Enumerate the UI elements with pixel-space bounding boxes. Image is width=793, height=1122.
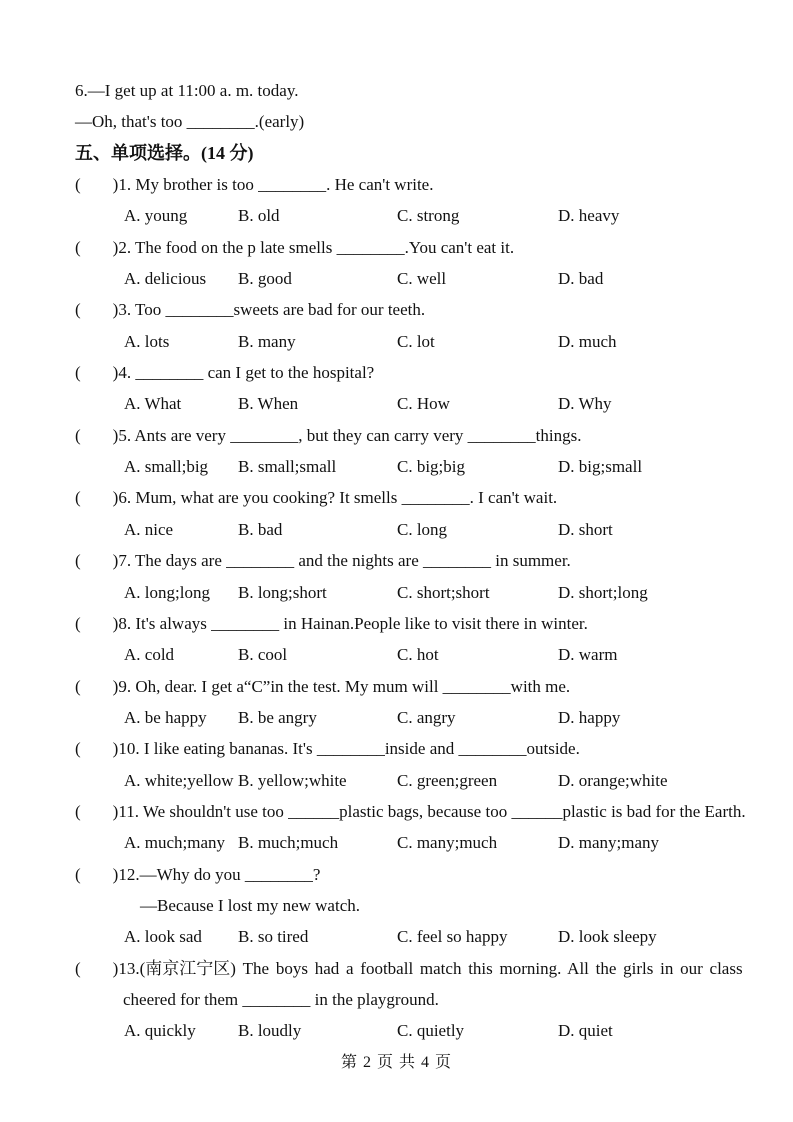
question-1-stem: [0, 169, 793, 200]
question-6-option-b: B. bad: [238, 519, 283, 539]
question-8-stem: [0, 608, 793, 639]
question-7-option-d: D. short;long: [558, 582, 648, 602]
question-8-option-b: B. cool: [238, 645, 288, 665]
question-13-option-b: B. loudly: [238, 1021, 302, 1041]
question-8-option-a: A. cold: [124, 645, 175, 665]
question-5-option-b: B. small;small: [238, 457, 337, 477]
question-9-text: )9. Oh, dear. I get a“C”in the test. My mum will ________with me.: [112, 676, 571, 696]
question-7-option-c: C. short;short: [397, 582, 490, 602]
section-title: 五、单项选择。(14 分): [75, 142, 254, 163]
question-12-option-d: D. look sleepy: [558, 927, 657, 947]
answer-blank-paren-open: (: [75, 237, 81, 257]
question-13-text: )13.(南京江宁区) The boys had a football match this morning. All the girls in our class: [112, 958, 743, 978]
answer-blank-paren-open: (: [75, 739, 81, 759]
question-3-stem: [0, 294, 793, 325]
answer-blank-paren-open: (: [75, 864, 81, 884]
question-11-option-b: B. much;much: [238, 833, 339, 853]
question-12-option-a: A. look sad: [124, 927, 202, 947]
question-9-option-c: C. angry: [397, 707, 456, 727]
question-11-stem: [0, 796, 793, 827]
question-5-text: )5. Ants are very ________, but they can carry very ________things.: [112, 425, 582, 445]
answer-blank-paren-open: (: [75, 613, 81, 633]
question-9-stem: [0, 671, 793, 702]
question-13-option-d: D. quiet: [558, 1021, 613, 1041]
question-2-option-a: A. delicious: [124, 269, 207, 289]
question-10-options: [0, 765, 793, 796]
question-6-option-c: C. long: [397, 519, 448, 539]
question-5-option-a: A. small;big: [124, 457, 209, 477]
question-3-option-a: A. lots: [124, 331, 170, 351]
question-13-stem: [0, 953, 793, 984]
question-6-options: [0, 514, 793, 545]
question-6-option-a: A. nice: [124, 519, 174, 539]
question-3-option-b: B. many: [238, 331, 296, 351]
question-4-stem: [0, 357, 793, 388]
question-8-option-d: D. warm: [558, 645, 618, 665]
question-3-options: [0, 326, 793, 357]
question-3-text: )3. Too ________sweets are bad for our teeth.: [112, 300, 426, 320]
intro-question-line-1: 6.—I get up at 11:00 a. m. today.: [75, 81, 299, 100]
question-6-stem: [0, 482, 793, 513]
question-2-stem: [0, 232, 793, 263]
question-4-option-a: A. What: [124, 394, 182, 414]
question-1-options: [0, 200, 793, 231]
answer-blank-paren-open: (: [75, 676, 81, 696]
question-3-option-d: D. much: [558, 331, 617, 351]
question-3-option-c: C. lot: [397, 331, 435, 351]
answer-blank-paren-open: (: [75, 801, 81, 821]
question-10-option-b: B. yellow;white: [238, 770, 347, 790]
question-2-text: )2. The food on the p late smells ________.You can't eat it.: [112, 237, 515, 257]
question-5-stem: [0, 420, 793, 451]
question-8-text: )8. It's always ________ in Hainan.People like to visit there in winter.: [112, 613, 588, 633]
question-12-continuation: —Because I lost my new watch.: [140, 895, 360, 915]
question-5-option-c: C. big;big: [397, 457, 466, 477]
question-12-option-b: B. so tired: [238, 927, 309, 947]
page-footer: 第 2 页 共 4 页: [340, 1053, 452, 1071]
question-13-option-a: A. quickly: [124, 1021, 196, 1041]
question-8-options: [0, 639, 793, 670]
question-1-option-a: A. young: [124, 206, 188, 226]
question-7-option-a: A. long;long: [124, 582, 210, 602]
answer-blank-paren-open: (: [75, 363, 81, 383]
question-6-text: )6. Mum, what are you cooking? It smells ________. I can't wait.: [112, 488, 558, 508]
questions-list: [0, 169, 793, 1047]
answer-blank-paren-open: (: [75, 300, 81, 320]
question-13-options: [0, 1015, 793, 1046]
question-13-option-c: C. quietly: [397, 1021, 465, 1041]
question-1-text: )1. My brother is too ________. He can't write.: [112, 175, 434, 195]
question-4-text: )4. ________ can I get to the hospital?: [112, 363, 375, 383]
question-9-option-a: A. be happy: [124, 707, 207, 727]
answer-blank-paren-open: (: [75, 175, 81, 195]
question-1-option-b: B. old: [238, 206, 280, 226]
question-13-continuation: cheered for them ________ in the playground.: [123, 989, 439, 1009]
question-5-options: [0, 451, 793, 482]
question-4-option-c: C. How: [397, 394, 450, 414]
question-11-option-a: A. much;many: [124, 833, 226, 853]
question-4-options: [0, 388, 793, 419]
question-2-option-b: B. good: [238, 269, 292, 289]
question-8-option-c: C. hot: [397, 645, 439, 665]
question-11-options: [0, 827, 793, 858]
question-9-option-b: B. be angry: [238, 707, 317, 727]
question-12-option-c: C. feel so happy: [397, 927, 508, 947]
question-4-option-d: D. Why: [558, 394, 612, 414]
question-10-stem: [0, 733, 793, 764]
question-11-option-c: C. many;much: [397, 833, 498, 853]
question-1-option-d: D. heavy: [558, 206, 620, 226]
answer-blank-paren-open: (: [75, 425, 81, 445]
question-2-options: [0, 263, 793, 294]
answer-blank-paren-open: (: [75, 488, 81, 508]
question-7-option-b: B. long;short: [238, 582, 327, 602]
question-10-option-d: D. orange;white: [558, 770, 668, 790]
question-11-text: )11. We shouldn't use too ______plastic bags, because too ______plastic is bad for the Earth.: [112, 801, 746, 821]
question-12-stem: [0, 859, 793, 890]
question-10-option-a: A. white;yellow: [124, 770, 234, 790]
question-2-option-c: C. well: [397, 269, 447, 289]
question-7-text: )7. The days are ________ and the nights are ________ in summer.: [112, 551, 571, 571]
question-7-stem: [0, 545, 793, 576]
question-10-option-c: C. green;green: [397, 770, 498, 790]
question-5-option-d: D. big;small: [558, 457, 643, 477]
question-6-option-d: D. short: [558, 519, 613, 539]
question-9-options: [0, 702, 793, 733]
question-7-options: [0, 577, 793, 608]
answer-blank-paren-open: (: [75, 551, 81, 571]
question-11-option-d: D. many;many: [558, 833, 660, 853]
question-2-option-d: D. bad: [558, 269, 604, 289]
question-12-options: [0, 921, 793, 952]
question-9-option-d: D. happy: [558, 707, 621, 727]
answer-blank-paren-open: (: [75, 958, 81, 978]
question-10-text: )10. I like eating bananas. It's ________inside and ________outside.: [112, 739, 580, 759]
question-12-text: )12.—Why do you ________?: [112, 864, 321, 884]
intro-question-line-2: —Oh, that's too ________.(early): [75, 112, 305, 132]
question-1-option-c: C. strong: [397, 206, 460, 226]
question-4-option-b: B. When: [238, 394, 299, 414]
